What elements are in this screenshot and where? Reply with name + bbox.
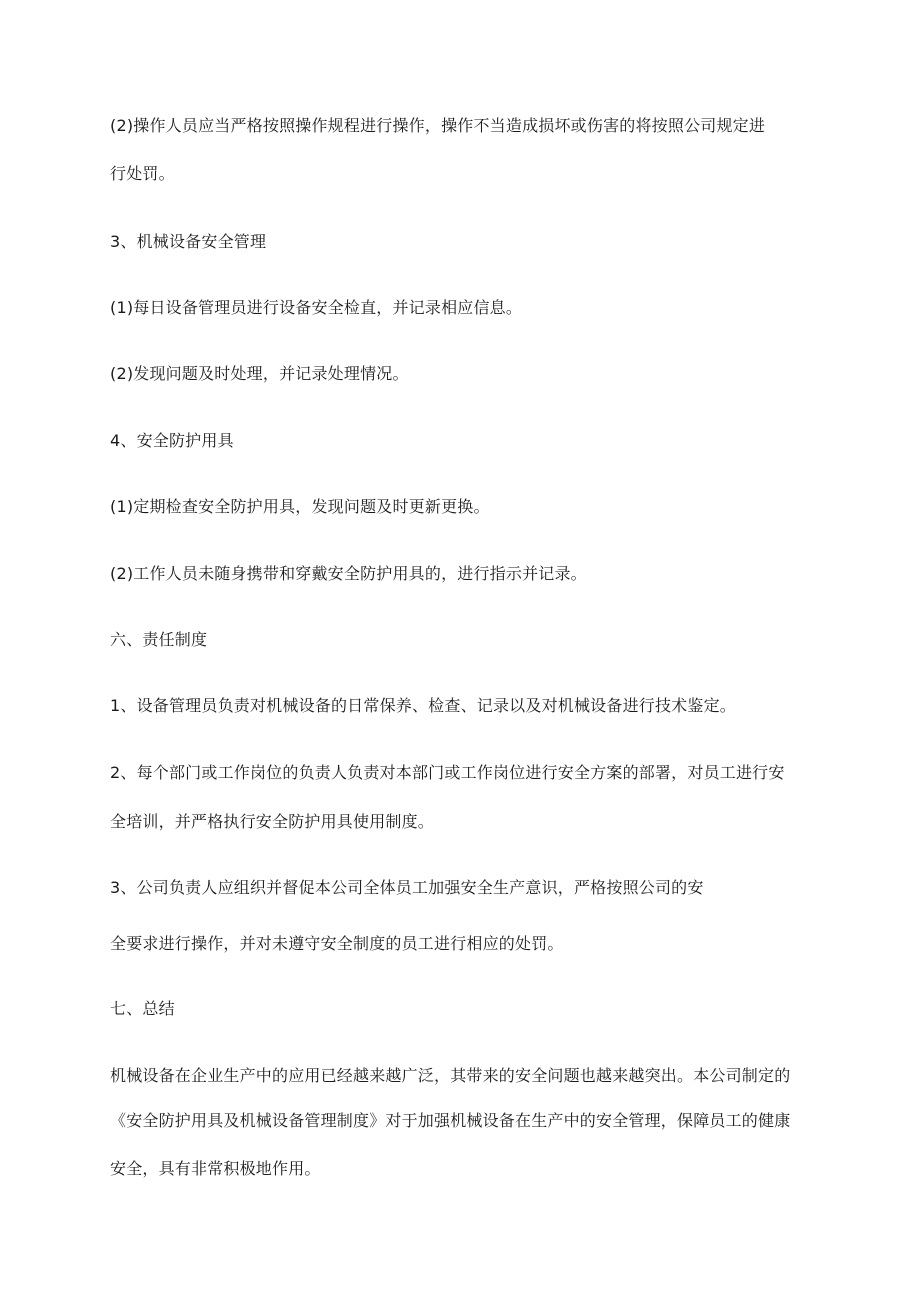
clause-5-2-line-1: (2)操作人员应当严格按照操作规程进行操作，操作不当造成损坏或伤害的将按照公司规定进 <box>110 116 766 135</box>
chapter-6-item-3-line-1: 3、公司负责人应组织并督促本公司全体员工加强安全生产意识，严格按照公司的安 <box>110 878 704 897</box>
chapter-7-heading: 七、总结 <box>110 999 175 1018</box>
section-3-item-1: (1)每日设备管理员进行设备安全检直，并记录相应信息。 <box>110 298 523 317</box>
section-4-heading: 4、安全防护用具 <box>110 431 234 450</box>
summary-line-1: 机械设备在企业生产中的应用已经越来越广泛，其带来的安全问题也越来越突出。本公司制定的 <box>110 1066 791 1085</box>
summary-line-2: 《安全防护用具及机械设备管理制度》对于加强机械设备在生产中的安全管理，保障员工的健康 <box>110 1111 791 1130</box>
summary-line-3: 安全，具有非常积极地作用。 <box>110 1159 321 1178</box>
section-4-item-1: (1)定期检查安全防护用具，发现问题及时更新更换。 <box>110 497 490 516</box>
chapter-6-heading: 六、责任制度 <box>110 630 208 649</box>
chapter-6-item-2-line-2: 全培训，并严格执行安全防护用具使用制度。 <box>110 812 435 831</box>
chapter-6-item-1: 1、设备管理员负责对机械设备的日常保养、检查、记录以及对机械设备进行技术鉴定。 <box>110 696 736 715</box>
chapter-6-item-2-line-1: 2、每个部门或工作岗位的负责人负责对本部门或工作岗位进行安全方案的部署，对员工进行安 <box>110 763 785 782</box>
section-3-heading: 3、机械设备安全管理 <box>110 232 267 251</box>
chapter-6-item-3-line-2: 全要求进行操作，并对未遵守安全制度的员工进行相应的处罚。 <box>110 934 564 953</box>
section-3-item-2: (2)发现问题及时处理，并记录处理情况。 <box>110 364 409 383</box>
clause-5-2-line-2: 行处罚。 <box>110 164 175 183</box>
section-4-item-2: (2)工作人员未随身携带和穿戴安全防护用具的，进行指示并记录。 <box>110 564 587 583</box>
